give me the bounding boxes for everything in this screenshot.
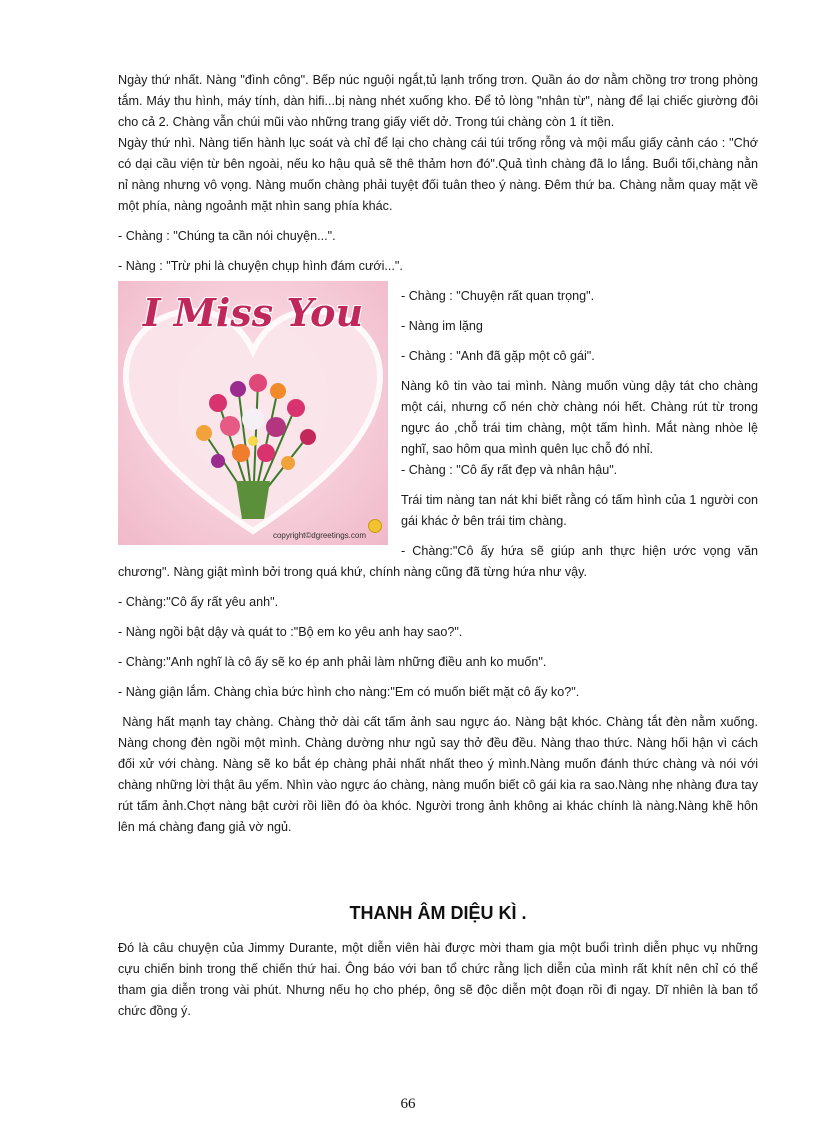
dialogue-line: - Chàng : "Cô ấy rất đẹp và nhân hậu". xyxy=(401,463,618,477)
paragraph-literary-dream: - Chàng:"Cô ấy hứa sẽ giúp anh thực hiện ước vọng văn chương". Nàng giật mình bởi trong quá khứ, chính nàng cũng đã từng hứa như vậy. xyxy=(118,544,758,579)
dialogue-line: - Nàng giận lắm. Chàng chìa bức hình cho nàng:"Em có muốn biết mặt cô ấy ko?". xyxy=(118,685,580,699)
dialogue-line: - Chàng : "Anh đã gặp một cô gái". xyxy=(401,349,595,363)
dialogue-line: - Nàng : "Trừ phi là chuyện chụp hình đám cưới...". xyxy=(118,259,403,273)
dialogue-line: - Nàng im lặng xyxy=(401,319,483,333)
section-heading: THANH ÂM DIỆU KÌ . xyxy=(349,903,527,923)
image-title: I Miss You xyxy=(142,290,364,335)
image-copyright: copyright©dgreetings.com xyxy=(272,531,366,540)
dialogue-line: - Chàng : "Chúng ta cần nói chuyện...". xyxy=(118,229,336,243)
paragraph-day-two: Ngày thứ nhì. Nàng tiến hành lục soát và chỉ để lại cho chàng cái túi trống rỗng và mội mẩu giấy cảnh cáo : "Chớ có dại cầu viện từ bên ngoài, nếu ko hậu quả sẽ thê thảm hơn đó".Quả tình chàng đã lo lắng. Buổi tối,chàng nằn nỉ nàng nhưng vô vọng. Nàng muốn chàng phải tuyệt đối tuân theo ý nàng. Đêm thứ ba. Chàng nằm quay mặt về một phía, nàng ngoảnh mặt nhìn sang phía khác. xyxy=(118,136,758,213)
paragraph-day-one: Ngày thứ nhất. Nàng "đình công". Bếp núc nguội ngắt,tủ lạnh trống trơn. Quần áo dơ nằm chồng trơ trong phòng tắm. Máy thu hình, máy tính, dàn hifi...bị nàng nhét xuống kho. Để tỏ lòng "nhân từ", nàng để lại chiếc giường đôi cho cả 2. Chàng vẫn chúi mũi vào những trang giấy viết dở. Trong túi chàng còn 1 ít tiền. xyxy=(118,73,758,129)
i-miss-you-image xyxy=(118,281,388,545)
dialogue-line: - Chàng:"Cô ấy rất yêu anh". xyxy=(118,595,279,609)
smiley-icon xyxy=(368,519,382,533)
story-two-section xyxy=(118,938,758,1022)
dialogue-line: - Nàng ngồi bật dậy và quát to :"Bộ em ko yêu anh hay sao?". xyxy=(118,625,463,639)
paragraph-ending: Nàng hất mạnh tay chàng. Chàng thở dài cất tấm ảnh sau ngực áo. Nàng bật khóc. Chàng tắt đèn nằm xuống. Nàng chong đèn ngồi một mình. Chàng dường như ngủ say thở đều đều. Nàng thao thức. Nàng hối hận vì cách đối xử với chàng. Nàng sẽ ko bắt ép chàng phải nhất nhất theo ý mình.Nàng muốn đánh thức chàng và nói với chàng những lời thật âu yếm. Nhìn vào ngực áo chàng, nàng muốn biết cô gái kia ra sao.Nàng nhẹ nhàng đưa tay rút tấm ảnh.Chợt nàng bật cười rồi liền đó òa khóc. Người trong ảnh không ai khác chính là nàng.Nàng khẽ hôn lên má chàng đang giả vờ ngủ. xyxy=(118,715,762,834)
paragraph-heartbreak: Trái tim nàng tan nát khi biết rằng có tấm hình của 1 người con gái khác ở bên trái tim chàng. xyxy=(401,493,758,528)
page-number: 66 xyxy=(400,1096,416,1112)
story-section xyxy=(118,70,762,838)
dialogue-line: - Chàng:"Anh nghĩ là cô ấy sẽ ko ép anh phải làm những điều anh ko muốn". xyxy=(118,655,547,669)
dialogue-line: - Chàng : "Chuyện rất quan trọng". xyxy=(401,289,595,303)
paragraph-disbelief: Nàng kô tin vào tai mình. Nàng muốn vùng dậy tát cho chàng một cái, nhưng cố nén chờ chàng nói hết. Chàng rút từ trong ngực áo ,chỗ trái tim chàng, một tấm hình. Mắt nàng nhòe lệ nghĩ, sao hôm qua mình quên lục chỗ đó nhỉ. xyxy=(401,379,758,456)
paragraph-jimmy-durante: Đó là câu chuyện của Jimmy Durante, một diễn viên hài được mời tham gia một buổi trình diễn phục vụ những cựu chiến binh trong thế chiến thứ hai. Ông báo với ban tổ chức rằng lịch diễn của mình rất khít nên chỉ có thể tham gia diễn trong vài phút. Nhưng nếu họ cho phép, ông sẽ độc diễn một đoạn rồi đi ngay. Dĩ nhiên là ban tổ chức đồng ý. xyxy=(118,941,758,1018)
